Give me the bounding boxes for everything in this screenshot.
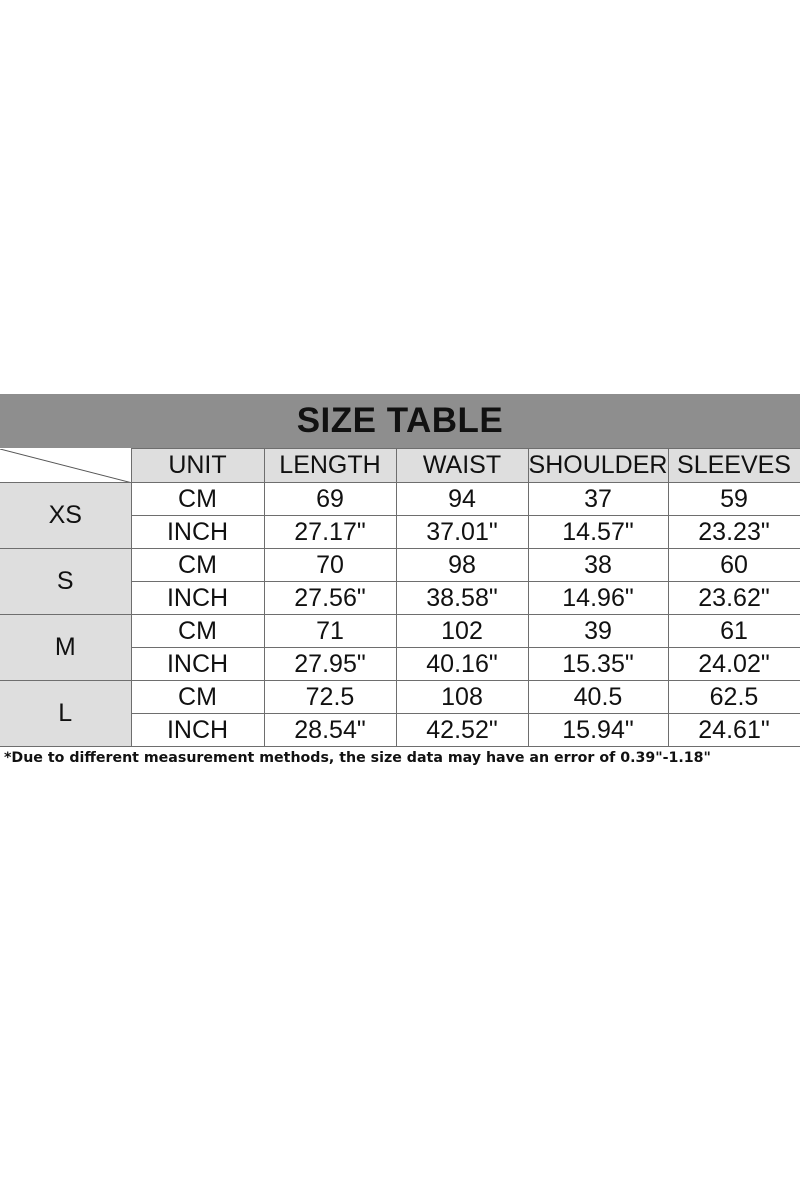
shoulder-cell: 15.94" [528,714,668,747]
waist-cell: 94 [396,483,528,516]
col-header-length: LENGTH [264,449,396,483]
length-cell: 71 [264,615,396,648]
table-row [0,483,800,516]
table-row [0,615,800,648]
shoulder-cell: 38 [528,549,668,582]
waist-cell: 38.58" [396,582,528,615]
unit-cell: CM [131,549,264,582]
size-table [0,448,800,747]
col-header-sleeves: SLEEVES [668,449,800,483]
unit-cell: INCH [131,648,264,681]
measurement-note: *Due to different measurement methods, the size data may have an error of 0.39"-1.18" [4,750,711,766]
table-row [0,681,800,714]
length-cell: 27.17" [264,516,396,549]
col-header-shoulder: SHOULDER [528,449,668,483]
size-label-l: L [0,681,131,747]
sleeves-cell: 23.23" [668,516,800,549]
diagonal-divider [0,449,131,483]
size-label-s: S [0,549,131,615]
unit-cell: INCH [131,582,264,615]
waist-cell: 108 [396,681,528,714]
size-label-xs: XS [0,483,131,549]
shoulder-cell: 40.5 [528,681,668,714]
sleeves-cell: 24.61" [668,714,800,747]
table-row [0,549,800,582]
corner-cell [0,449,131,483]
unit-cell: CM [131,681,264,714]
sleeves-cell: 59 [668,483,800,516]
col-header-waist: WAIST [396,449,528,483]
unit-cell: INCH [131,516,264,549]
shoulder-cell: 37 [528,483,668,516]
waist-cell: 102 [396,615,528,648]
waist-cell: 42.52" [396,714,528,747]
shoulder-cell: 14.57" [528,516,668,549]
length-cell: 72.5 [264,681,396,714]
length-cell: 27.95" [264,648,396,681]
waist-cell: 37.01" [396,516,528,549]
size-label-m: M [0,615,131,681]
sleeves-cell: 61 [668,615,800,648]
sleeves-cell: 24.02" [668,648,800,681]
page-title: SIZE TABLE [296,401,504,440]
sleeves-cell: 62.5 [668,681,800,714]
unit-cell: CM [131,615,264,648]
col-header-unit: UNIT [131,449,264,483]
sleeves-cell: 23.62" [668,582,800,615]
length-cell: 69 [264,483,396,516]
title-bar [0,394,800,448]
waist-cell: 98 [396,549,528,582]
waist-cell: 40.16" [396,648,528,681]
sleeves-cell: 60 [668,549,800,582]
length-cell: 27.56" [264,582,396,615]
shoulder-cell: 14.96" [528,582,668,615]
length-cell: 28.54" [264,714,396,747]
length-cell: 70 [264,549,396,582]
unit-cell: INCH [131,714,264,747]
unit-cell: CM [131,483,264,516]
shoulder-cell: 15.35" [528,648,668,681]
header-row [0,449,800,483]
shoulder-cell: 39 [528,615,668,648]
